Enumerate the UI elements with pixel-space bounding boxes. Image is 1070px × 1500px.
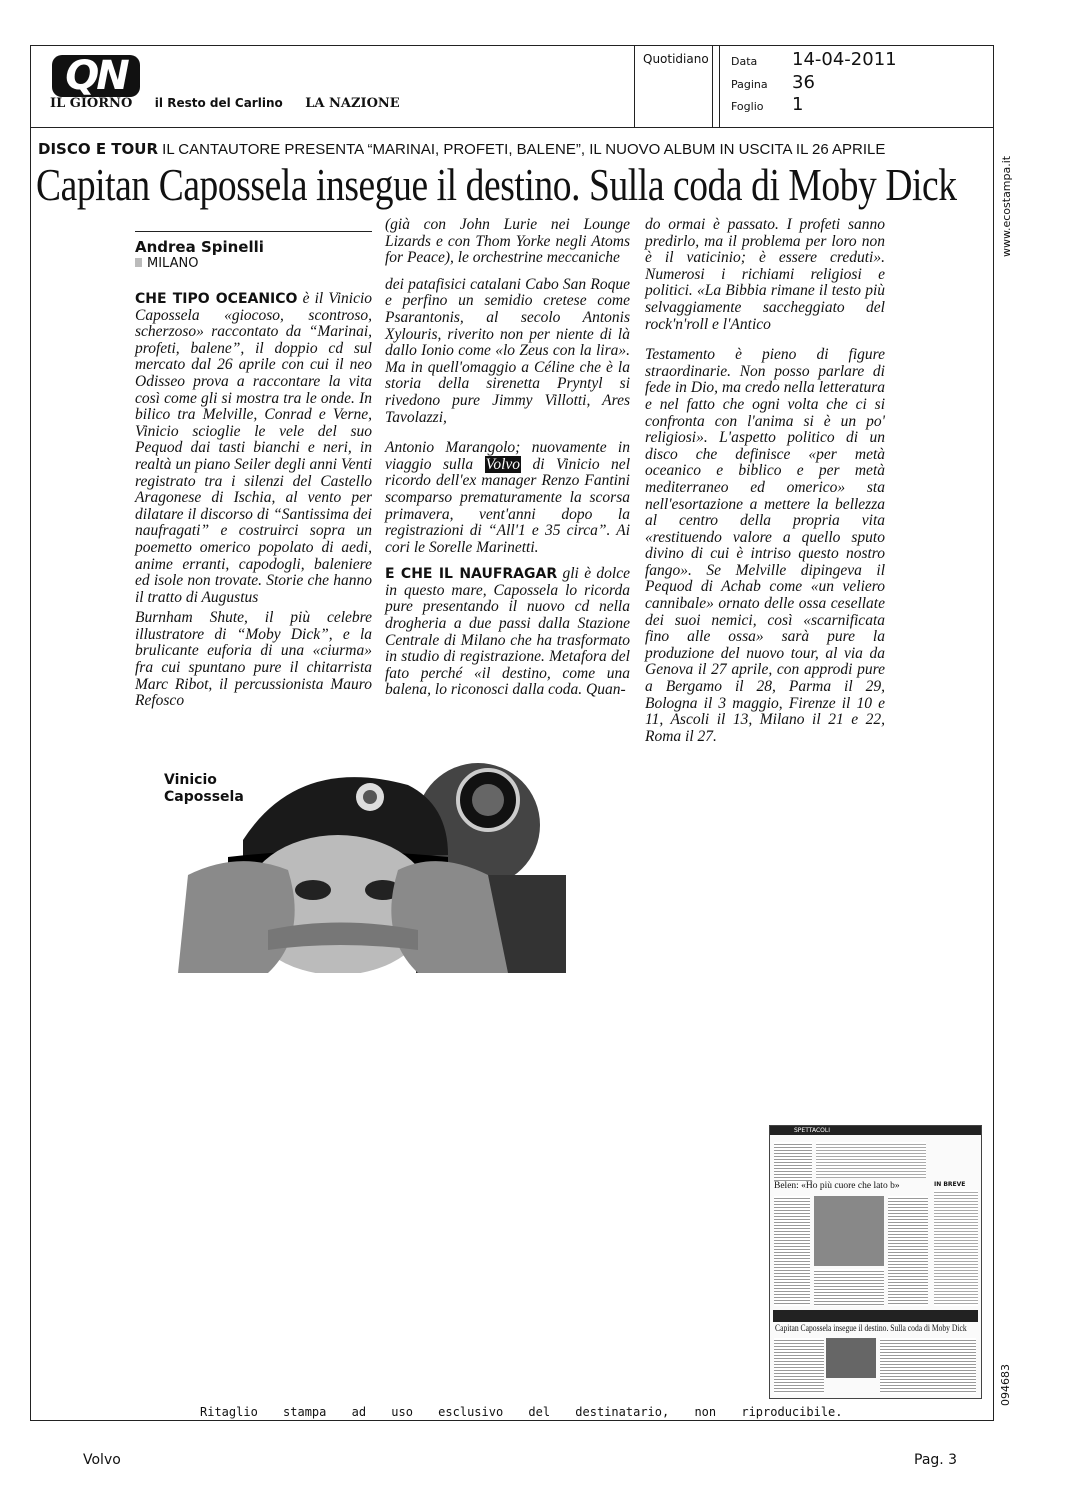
col3-paragraph-1: do ormai è passato. I profeti sanno predirlo, ma il problema per loro non è il vaticinio; è essere creduti». Numerosi i richiami religiosi e politici. «La Bibbia rimane il testo più selvaggiamente saccheggiato del rock'n'roll e l'Antico [645, 216, 885, 333]
col1-paragraph-2: Burnham Shute, il più celebre illustratore di “Moby Dick”, e la brulicante euforia di una «ciurma» fra cui spuntano pure il chitarrista Marc Ribot, il percussionista Mauro Refosco [135, 609, 372, 710]
clipping-code: 094683 [999, 1364, 1012, 1406]
page-thumbnail [769, 1125, 982, 1399]
thumb-text-block [774, 1338, 824, 1394]
thumb-text-block [934, 1190, 978, 1306]
thumb-text-block [816, 1142, 926, 1178]
col3-paragraph-2: Testamento è pieno di figure straordinarie. Non posso parlare di fede in Dio, ma credo nella letteratura e nel fatto che ogni volta che ci si confronta con l'anima si è un po' religiosi». L'aspetto politico di un disco che definisce «per metà oceanico e biblico e per metà mediterraneo ed omerico» sta nell'esortazione a mettere la bellezza al centro della propria vita «restituendo valore a quello sputo divino di cui è intriso questo nostro fango». Se Melville dipingeva il Pequod di Achab come «un veliero cannibale» ornato delle ossa cesellate dei suoi nemici, così «scarnificata fino alle ossa» sarà pure la produzione del nuovo tour, al via da Genova il 27 aprile, con approdi pure a Bergamo il 28, Parma il 29, Bologna il 3 maggio, Firenze il 10 e 11, Ascoli il 13, Milano il 21 e 22, Roma il 27. [645, 346, 885, 745]
meta-value-foglio: 1 [792, 94, 804, 115]
thumb-section-bar: SPETTACOLI [770, 1126, 981, 1135]
thumb-photo [826, 1338, 876, 1378]
column-3 [645, 217, 885, 745]
meta-value-data: 14-04-2011 [792, 49, 897, 70]
kicker-text: IL CANTAUTORE PRESENTA “MARINAI, PROFETI, BALENE”, IL NUOVO ALBUM IN USCITA IL 26 APRILE [162, 141, 886, 158]
clipping-disclaimer: Ritaglio stampa ad uso esclusivo del destinatario, non riproducibile. [200, 1405, 843, 1419]
meta-label-pagina: Pagina [731, 78, 768, 91]
thumb-text-block [880, 1338, 976, 1394]
col2-lead: E CHE IL NAUFRAGAR [385, 566, 558, 583]
kicker-label: DISCO E TOUR [38, 140, 158, 158]
paper-resto-del-carlino: il Resto del Carlino [154, 96, 283, 110]
col2-paragraph-2: dei patafisici catalani Cabo San Roque e perfino un semidio cretese come Psarantonis, al secolo Antonis Xylouris, riverito non per niente di là dallo Ionio come «lo Zeus con la lira». Ma in quell'omaggio a Céline che è la storia della sirenetta Pryntyl si rivedono pure Jimmy Villotti, Ares Tavolazzi, [385, 275, 630, 426]
meta-label-foglio: Foglio [731, 100, 764, 113]
thumb-sidebar-title: IN BREVE [934, 1181, 966, 1188]
column-1 [135, 291, 372, 710]
thumb-photo [814, 1196, 884, 1266]
meta-value-pagina: 36 [792, 72, 815, 93]
thumb-text-block [814, 1269, 884, 1306]
paper-la-nazione: LA NAZIONE [305, 96, 400, 111]
thumb-bottom-headline: Capitan Capossela insegue il destino. Sulla coda di Moby Dick [775, 1324, 967, 1334]
col2-paragraph-1: (già con John Lurie nei Lounge Lizards e con Thom Yorke negli Atoms for Peace), le orchestrine meccaniche [385, 216, 630, 267]
thumb-headline: Belen: «Ho più cuore che lato b» [774, 1181, 900, 1191]
highlighted-keyword: Volvo [485, 455, 520, 473]
thumb-text-block [888, 1196, 928, 1306]
thumb-text-block [774, 1196, 810, 1306]
photo-caption: Vinicio Capossela [164, 772, 244, 805]
article-kicker [38, 140, 885, 158]
paper-il-giorno: IL GIORNO [50, 96, 133, 111]
meta-separator [712, 45, 720, 127]
col2-paragraph-3: Antonio Marangolo; nuovamente in viaggio sulla Volvo di Vinicio nel ricordo dell'ex manager Renzo Fantini scomparso prematuramente la scorsa primavera, vent'anni dopo la registrazioni di “All'1 e 35 circa”. Ai cori le Sorelle Marinetti. [385, 439, 630, 556]
article-headline: Capitan Capossela insegue il destino. Sulla coda di Moby Dick [36, 159, 957, 210]
col1-paragraph-1: CHE TIPO OCEANICO è il Vinicio Capossela «giocoso, scontroso, scherzoso» raccontato da “Marinai, profeti, balene”, il doppio cd sul mercato dal 26 aprile con cui il neo Odisseo prova a raccontare la vita così come gli si mostra tra le onde. In bilico tra Melville, Conrad e Verne, Vinicio scioglie le vele del suo Pequod dai tasti bianchi e neri, in realtà un piano Seiler degli anni Venti registrato tra i silenzi del Castello Aragonese di Ischia, al vento per dilatare il discorso di “Santissima dei naufragati” e costruirci sopra un poemetto omerico popolato di aedi, anime erranti, capodogli, baleniere ed isole non trovate. Storie che hanno il tratto di Augustus [135, 290, 373, 606]
publication-type: Quotidiano [643, 52, 709, 66]
thumb-kicker-bar [773, 1310, 978, 1322]
square-icon [135, 258, 142, 267]
footer-page-number: Pag. 3 [914, 1452, 958, 1468]
thumb-text-block [774, 1142, 812, 1182]
ecostampa-url: www.ecostampa.it [1000, 155, 1013, 257]
dateline: MILANO [135, 256, 198, 271]
footer-keyword: Volvo [83, 1452, 121, 1468]
author-name: Andrea Spinelli [135, 238, 264, 256]
byline-rule [135, 231, 372, 232]
column-2 [385, 217, 630, 699]
qn-logo: QN [52, 55, 140, 97]
col1-lead: CHE TIPO OCEANICO [135, 291, 298, 307]
header-divider [30, 127, 994, 128]
newspaper-names [50, 96, 418, 111]
meta-label-data: Data [731, 55, 758, 68]
col2-paragraph-4: E CHE IL NAUFRAGAR gli è dolce in questo mare, Capossela lo ricorda pure presentando il nuovo cd nella drogheria a due passi dalla Stazione Centrale di Milano che ha trasformato in studio di registrazione. Metafora del fato perché «il destino, come una balena, lo riconosci dalla coda. Quan- [385, 565, 630, 699]
